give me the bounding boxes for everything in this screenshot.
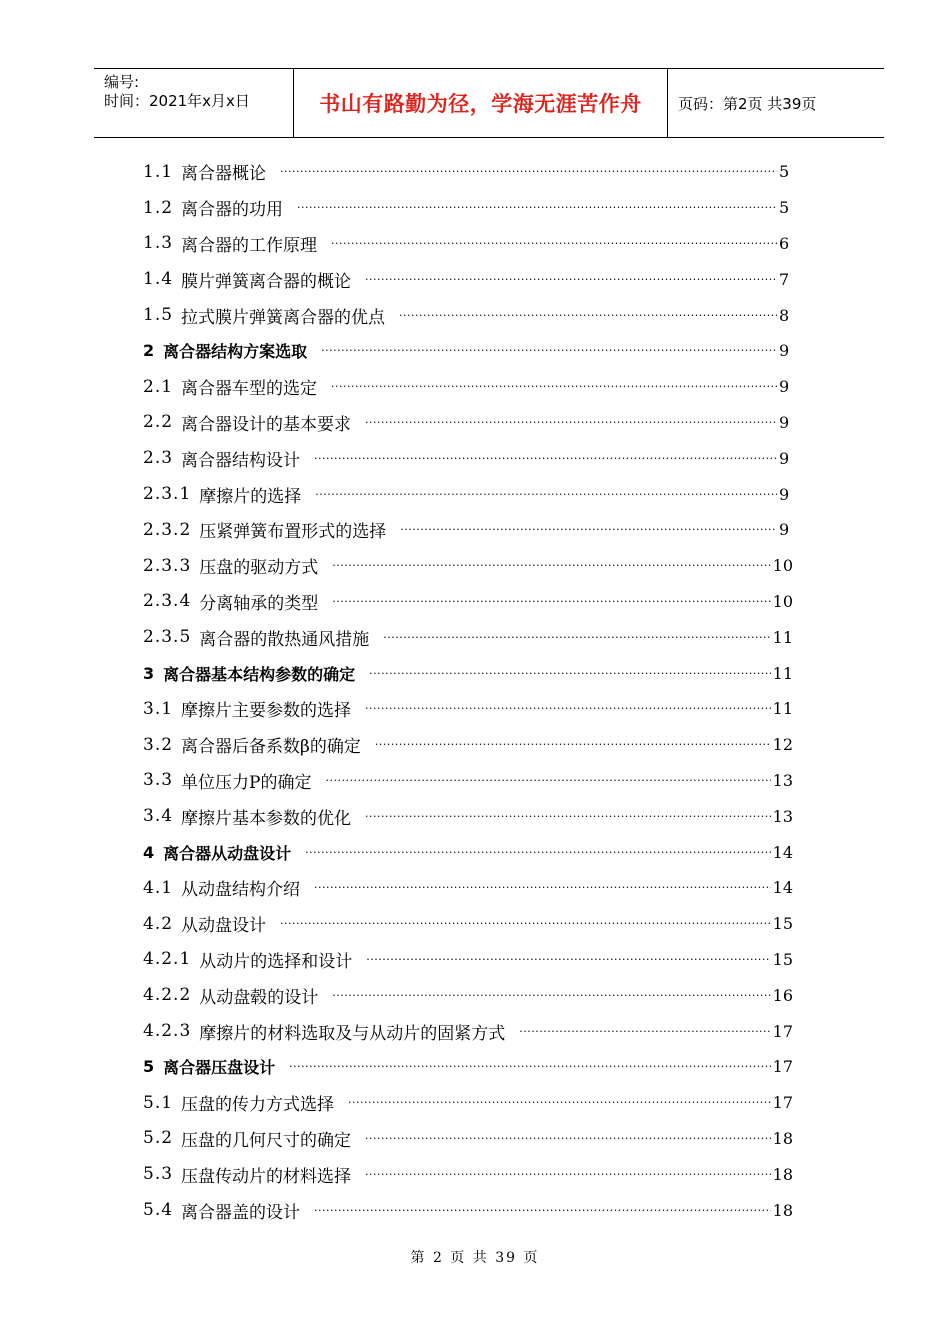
toc-entry-number: 2.3 xyxy=(143,448,174,469)
toc-entry-page: 11 xyxy=(772,627,793,647)
toc-entry-title: 从动片的选择和设计 xyxy=(199,951,353,972)
toc-leader-dots xyxy=(280,917,771,930)
toc-entry-page: 6 xyxy=(779,233,790,253)
toc-entry-page: 13 xyxy=(772,806,793,826)
toc-entry-title: 拉式膜片弹簧离合器的优点 xyxy=(181,307,386,328)
toc-entry-title: 压盘的几何尺寸的确定 xyxy=(181,1130,352,1151)
toc-entry[interactable] xyxy=(143,727,793,763)
toc-entry-page: 8 xyxy=(779,305,790,325)
toc-entry-title: 离合器设计的基本要求 xyxy=(181,414,352,435)
toc-entry-title: 离合器盖的设计 xyxy=(181,1202,301,1223)
toc-entry[interactable] xyxy=(143,405,793,441)
toc-entry[interactable] xyxy=(143,369,793,405)
table-of-contents xyxy=(143,154,793,1228)
toc-entry[interactable] xyxy=(143,655,793,691)
toc-entry-page: 7 xyxy=(779,269,790,289)
toc-leader-dots xyxy=(365,810,771,823)
toc-entry[interactable] xyxy=(143,942,793,978)
toc-entry-number: 1.4 xyxy=(143,269,174,290)
toc-entry-page: 10 xyxy=(772,556,793,576)
toc-leader-dots xyxy=(365,1168,771,1181)
toc-entry[interactable] xyxy=(143,1192,793,1228)
toc-entry-page: 5 xyxy=(779,198,790,218)
toc-entry-number: 5 xyxy=(143,1057,156,1077)
toc-leader-dots xyxy=(519,1025,770,1038)
toc-entry-page: 18 xyxy=(772,1164,793,1184)
toc-leader-dots xyxy=(365,702,771,715)
toc-entry-number: 2.1 xyxy=(143,376,174,397)
toc-entry-page: 15 xyxy=(772,914,793,934)
toc-leader-dots xyxy=(332,595,770,608)
toc-entry-number: 3.2 xyxy=(143,734,174,755)
toc-entry-number: 1.2 xyxy=(143,197,174,218)
toc-entry-page: 18 xyxy=(772,1200,793,1220)
toc-entry-title: 离合器压盘设计 xyxy=(163,1058,276,1078)
toc-entry-title: 压紧弹簧布置形式的选择 xyxy=(199,522,387,543)
toc-entry-title: 摩擦片基本参数的优化 xyxy=(181,808,352,829)
toc-entry-title: 膜片弹簧离合器的概论 xyxy=(181,271,352,292)
toc-entry[interactable] xyxy=(143,1156,793,1192)
toc-entry-number: 4.2.1 xyxy=(143,949,192,970)
toc-entry[interactable] xyxy=(143,1049,793,1085)
toc-entry-title: 离合器后备系数β的确定 xyxy=(181,737,361,758)
toc-entry-page: 14 xyxy=(772,842,793,862)
toc-entry-title: 压盘的驱动方式 xyxy=(199,558,319,579)
toc-entry-page: 5 xyxy=(779,162,790,182)
toc-leader-dots xyxy=(366,953,770,966)
toc-entry-page: 9 xyxy=(779,341,790,361)
toc-leader-dots xyxy=(365,273,777,286)
toc-entry-page: 16 xyxy=(772,985,793,1005)
toc-leader-dots xyxy=(314,452,777,465)
time-label: 时间：2021年x月x日 xyxy=(104,92,250,110)
toc-leader-dots xyxy=(305,846,770,859)
toc-entry-page: 9 xyxy=(779,448,790,468)
toc-entry[interactable] xyxy=(143,512,793,548)
toc-entry-number: 4.2 xyxy=(143,913,174,934)
header-motto-cell xyxy=(294,69,668,137)
toc-entry[interactable] xyxy=(143,584,793,620)
page-info: 页码：第2页 共39页 xyxy=(678,94,817,113)
toc-entry-number: 2.3.5 xyxy=(143,627,192,648)
toc-leader-dots xyxy=(348,1096,771,1109)
toc-leader-dots xyxy=(375,738,771,751)
toc-leader-dots xyxy=(315,488,777,501)
code-label: 编号: xyxy=(104,73,140,91)
toc-entry[interactable] xyxy=(143,154,793,190)
toc-entry[interactable] xyxy=(143,1013,793,1049)
toc-entry[interactable] xyxy=(143,548,793,584)
header-meta-cell xyxy=(94,69,294,137)
toc-entry-page: 9 xyxy=(779,520,790,540)
toc-entry-page: 13 xyxy=(772,770,793,790)
toc-entry[interactable] xyxy=(143,476,793,512)
toc-entry-number: 2.3.4 xyxy=(143,591,192,612)
toc-entry[interactable] xyxy=(143,834,793,870)
toc-entry-title: 离合器的散热通风措施 xyxy=(199,629,370,650)
toc-leader-dots xyxy=(321,344,777,357)
motto-text: 书山有路勤为径，学海无涯苦作舟 xyxy=(319,92,642,116)
toc-entry-number: 5.3 xyxy=(143,1164,174,1185)
toc-leader-dots xyxy=(332,989,770,1002)
toc-entry-title: 离合器概论 xyxy=(181,164,267,185)
toc-leader-dots xyxy=(331,237,777,250)
toc-entry-title: 压盘的传力方式选择 xyxy=(181,1095,335,1116)
toc-entry[interactable] xyxy=(143,619,793,655)
toc-entry-page: 14 xyxy=(772,878,793,898)
toc-entry-page: 15 xyxy=(772,949,793,969)
toc-entry-page: 17 xyxy=(772,1057,793,1077)
toc-entry[interactable] xyxy=(143,691,793,727)
toc-entry[interactable] xyxy=(143,190,793,226)
toc-entry-number: 5.2 xyxy=(143,1128,174,1149)
toc-entry[interactable] xyxy=(143,261,793,297)
toc-leader-dots xyxy=(365,416,777,429)
toc-entry-number: 4.2.3 xyxy=(143,1021,192,1042)
toc-entry-number: 5.1 xyxy=(143,1092,174,1113)
toc-entry[interactable] xyxy=(143,440,793,476)
toc-leader-dots xyxy=(369,667,770,680)
page-header xyxy=(94,68,884,138)
toc-entry[interactable] xyxy=(143,977,793,1013)
toc-entry-title: 离合器结构设计 xyxy=(181,450,301,471)
toc-leader-dots xyxy=(289,1060,770,1073)
toc-entry-title: 摩擦片的材料选取及与从动片的固紧方式 xyxy=(199,1023,506,1044)
toc-entry[interactable] xyxy=(143,333,793,369)
toc-leader-dots xyxy=(326,774,771,787)
toc-entry-title: 离合器的工作原理 xyxy=(181,235,318,256)
toc-leader-dots xyxy=(314,1204,771,1217)
toc-leader-dots xyxy=(297,201,777,214)
toc-leader-dots xyxy=(365,1132,771,1145)
toc-entry-number: 2 xyxy=(143,341,156,361)
toc-entry-title: 压盘传动片的材料选择 xyxy=(181,1166,352,1187)
toc-entry-title: 单位压力P的确定 xyxy=(181,772,312,793)
toc-entry[interactable] xyxy=(143,763,793,799)
toc-entry-title: 离合器从动盘设计 xyxy=(163,843,292,863)
toc-entry-page: 9 xyxy=(779,412,790,432)
toc-entry-number: 1.3 xyxy=(143,233,174,254)
toc-entry-page: 17 xyxy=(772,1093,793,1113)
toc-entry-title: 离合器结构方案选取 xyxy=(163,342,308,362)
toc-entry[interactable] xyxy=(143,226,793,262)
toc-entry-page: 11 xyxy=(772,699,793,719)
toc-entry-page: 18 xyxy=(772,1128,793,1148)
toc-entry[interactable] xyxy=(143,1121,793,1157)
toc-entry-page: 10 xyxy=(772,591,793,611)
toc-entry-title: 从动盘设计 xyxy=(181,916,267,937)
toc-entry-title: 分离轴承的类型 xyxy=(199,593,319,614)
header-page-cell xyxy=(668,69,884,137)
toc-leader-dots xyxy=(331,380,777,393)
toc-entry-title: 从动盘毂的设计 xyxy=(199,987,319,1008)
toc-entry[interactable] xyxy=(143,297,793,333)
toc-entry-page: 17 xyxy=(772,1021,793,1041)
toc-leader-dots xyxy=(383,631,770,644)
toc-leader-dots xyxy=(400,523,777,536)
toc-entry-number: 2.3.2 xyxy=(143,519,192,540)
toc-entry-title: 离合器车型的选定 xyxy=(181,379,318,400)
toc-entry[interactable] xyxy=(143,870,793,906)
toc-entry-number: 4 xyxy=(143,842,156,862)
toc-entry-number: 4.1 xyxy=(143,877,174,898)
toc-entry[interactable] xyxy=(143,906,793,942)
toc-entry-number: 3.4 xyxy=(143,806,174,827)
toc-entry-title: 离合器基本结构参数的确定 xyxy=(163,664,356,684)
toc-entry-page: 9 xyxy=(779,377,790,397)
toc-leader-dots xyxy=(314,881,771,894)
toc-entry-number: 3.3 xyxy=(143,770,174,791)
toc-entry[interactable] xyxy=(143,798,793,834)
page-footer: 第 2 页 共 39 页 xyxy=(410,1250,540,1266)
toc-entry-title: 从动盘结构介绍 xyxy=(181,880,301,901)
toc-entry-number: 3 xyxy=(143,663,156,683)
toc-entry-page: 9 xyxy=(779,484,790,504)
toc-entry[interactable] xyxy=(143,1085,793,1121)
toc-entry-page: 12 xyxy=(772,735,793,755)
toc-entry-number: 2.2 xyxy=(143,412,174,433)
toc-entry-title: 摩擦片主要参数的选择 xyxy=(181,701,352,722)
toc-entry-title: 离合器的功用 xyxy=(181,200,284,221)
toc-leader-dots xyxy=(332,559,770,572)
toc-leader-dots xyxy=(280,165,777,178)
toc-entry-number: 4.2.2 xyxy=(143,985,192,1006)
toc-entry-number: 2.3.3 xyxy=(143,555,192,576)
toc-entry-number: 5.4 xyxy=(143,1200,174,1220)
toc-entry-number: 1.1 xyxy=(143,161,174,182)
toc-entry-number: 3.1 xyxy=(143,698,174,719)
toc-entry-number: 1.5 xyxy=(143,305,174,326)
toc-leader-dots xyxy=(399,309,777,322)
toc-entry-title: 摩擦片的选择 xyxy=(199,486,302,507)
toc-entry-page: 11 xyxy=(772,663,793,683)
toc-entry-number: 2.3.1 xyxy=(143,484,192,505)
